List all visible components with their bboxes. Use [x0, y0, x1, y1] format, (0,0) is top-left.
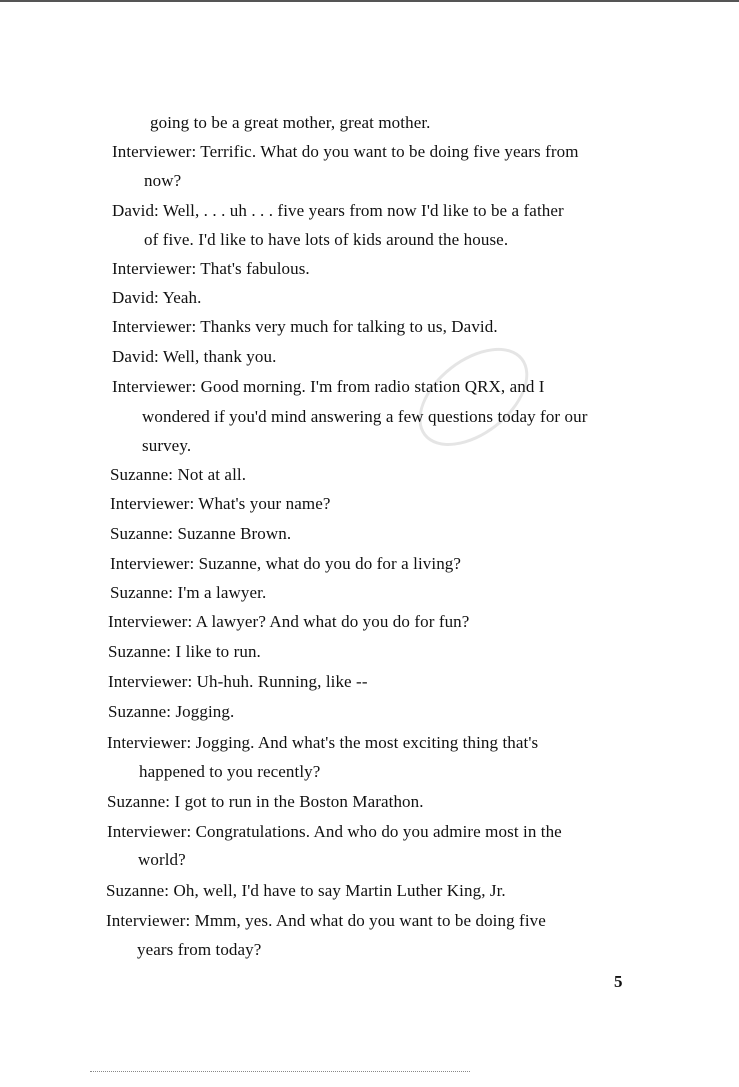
top-rule	[0, 0, 739, 2]
transcript-line: Interviewer: That's fabulous.	[112, 259, 310, 278]
bottom-scan-artifact	[90, 1071, 470, 1073]
transcript-line: Suzanne: I like to run.	[108, 642, 261, 661]
transcript-line: Interviewer: Mmm, yes. And what do you want to be doing five	[106, 911, 546, 930]
transcript-line: world?	[138, 850, 186, 869]
page-number: 5	[614, 972, 623, 991]
transcript-line: of five. I'd like to have lots of kids around the house.	[144, 230, 509, 249]
transcript-line: Interviewer: What's your name?	[110, 494, 331, 513]
transcript-line: survey.	[142, 436, 192, 455]
transcript-line: David: Well, . . . uh . . . five years from now I'd like to be a father	[112, 201, 564, 220]
transcript-line: Interviewer: Suzanne, what do you do for a living?	[110, 554, 462, 573]
transcript-line: Suzanne: Jogging.	[108, 702, 235, 721]
transcript-line: Interviewer: A lawyer? And what do you do for fun?	[108, 612, 470, 631]
transcript-line: Interviewer: Uh-huh. Running, like --	[108, 672, 368, 691]
transcript-line: Suzanne: I'm a lawyer.	[110, 583, 267, 602]
transcript-line: going to be a great mother, great mother.	[150, 113, 431, 132]
transcript-line: happened to you recently?	[139, 762, 321, 781]
transcript-line: years from today?	[137, 940, 262, 959]
transcript-line: Suzanne: Suzanne Brown.	[110, 524, 292, 543]
transcript-line: now?	[144, 171, 182, 190]
transcript-line: Interviewer: Terrific. What do you want to be doing five years from	[112, 142, 579, 161]
transcript-line: David: Yeah.	[112, 288, 202, 307]
transcript-line: Interviewer: Congratulations. And who do you admire most in the	[107, 822, 562, 841]
transcript-line: Interviewer: Jogging. And what's the most exciting thing that's	[107, 733, 539, 752]
transcript-line: Interviewer: Thanks very much for talking to us, David.	[112, 317, 498, 336]
transcript-line: Interviewer: Good morning. I'm from radio station QRX, and I	[112, 377, 545, 396]
transcript-line: Suzanne: Oh, well, I'd have to say Martin Luther King, Jr.	[106, 881, 506, 900]
transcript-line: Suzanne: I got to run in the Boston Marathon.	[107, 792, 424, 811]
transcript-line: Suzanne: Not at all.	[110, 465, 247, 484]
transcript-line: wondered if you'd mind answering a few questions today for our	[142, 407, 588, 426]
transcript-line: David: Well, thank you.	[112, 347, 277, 366]
